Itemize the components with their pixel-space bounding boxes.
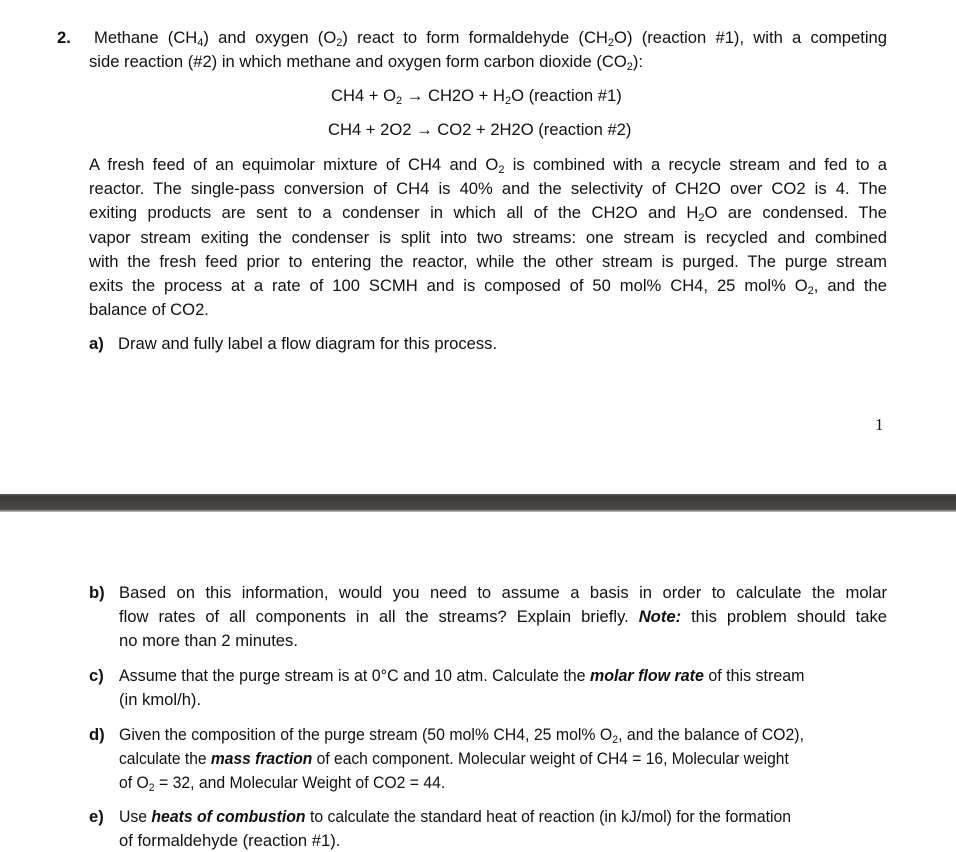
mass-fraction-emphasis: mass fraction [210, 749, 313, 768]
molar-flow-rate-emphasis: molar flow rate [590, 666, 704, 685]
text: Assume that the purge stream is at 0°C and 10 atm. Calculate the [119, 666, 591, 685]
part-b-line-3: no more than 2 minutes. [119, 631, 298, 650]
text: Methane (CH [94, 28, 198, 47]
part-e-label: e) [89, 807, 104, 826]
text: to calculate the standard heat of reaction (in kJ/mol) for the formation [305, 807, 792, 826]
part-c-label: c) [89, 666, 104, 685]
part-d-line-2 [119, 749, 832, 769]
text: ) react to form formaldehyde (CH [342, 28, 608, 47]
part-b-label: b) [89, 583, 105, 602]
text: flow rates of all components in all the streams? Explain briefly. [119, 607, 639, 626]
page-number: 1 [875, 415, 884, 434]
reaction-1-equation: $CH4 + O_2 \to CH2O + H_2O$ (reaction #1) [331, 86, 622, 107]
part-b-line-1: Based on this information, would you need to assume a basis in order to calculate the molar [119, 583, 887, 602]
paragraph-line-7: balance of CO2. [89, 300, 209, 319]
reaction-2-equation: CH4 + 2O2 → CO2 + 2H2O (reaction #2) [328, 120, 632, 139]
subscript: 4 [197, 37, 204, 49]
part-d-label: d) [89, 725, 105, 744]
text: this problem should take [681, 607, 887, 626]
text: of each component. Molecular weight of CH4 = 16, Molecular weight [312, 749, 789, 768]
text: of $O_2 = 32$, and Molecular Weight of CO2 = 44. [119, 773, 446, 794]
paragraph-line-5: with the fresh feed prior to entering the reactor, while the other stream is purged. The purge stream [89, 252, 887, 271]
text: ) and oxygen (O [203, 28, 337, 47]
page-break-divider [0, 494, 956, 512]
paragraph-line-2: reactor. The single-pass conversion of CH4 is 40% and the selectivity of CH2O over CO2 is 4. The [89, 179, 887, 198]
paragraph-line-3: exiting products are sent to a condenser in which all of the CH2O and $H_2O$ are condensed. The [89, 203, 887, 224]
heats-of-combustion-emphasis: heats of combustion [151, 807, 306, 826]
part-e-line-1 [119, 807, 826, 827]
intro-line-2 [89, 52, 643, 72]
part-c-line-1 [119, 666, 887, 686]
text: O) (reaction #1), with a competing [614, 28, 888, 47]
subscript: 2 [336, 37, 343, 49]
part-d-line-1 [119, 725, 836, 745]
intro-line-1 [94, 28, 887, 48]
text: side reaction (#2) in which methane and oxygen form carbon dioxide (CO [89, 52, 627, 71]
subscript: 2 [626, 61, 633, 73]
subscript: 2 [607, 37, 615, 49]
paragraph-line-1: A fresh feed of an equimolar mixture of CH4 and $O_2$ is combined with a recycle stream and fed to a [89, 155, 887, 176]
part-c-line-2: (in kmol/h). [119, 690, 202, 709]
text: calculate the [119, 749, 211, 768]
text: Use [119, 807, 152, 826]
part-a-label: a) [89, 334, 104, 353]
note-emphasis: Note: [638, 607, 682, 626]
text: ): [632, 52, 643, 71]
part-d-line-3 [119, 773, 462, 793]
text: of this stream [703, 666, 805, 685]
question-number: 2. [57, 28, 71, 47]
paragraph-line-6: exits the process at a rate of 100 SCMH and is composed of 50 mol% CH4, 25 mol% $O_2$, and the [89, 276, 887, 297]
part-b-line-2 [119, 607, 887, 627]
part-a-text: Draw and fully label a flow diagram for this process. [118, 334, 498, 353]
paragraph-line-4: vapor stream exiting the condenser is split into two streams: one stream is recycled and combined [89, 228, 887, 247]
part-e-line-2: of formaldehyde (reaction #1). [119, 831, 341, 850]
text: Given the composition of the purge stream (50 mol% CH4, 25 mol% $O_2$, and the balance of CO2), [119, 725, 804, 746]
